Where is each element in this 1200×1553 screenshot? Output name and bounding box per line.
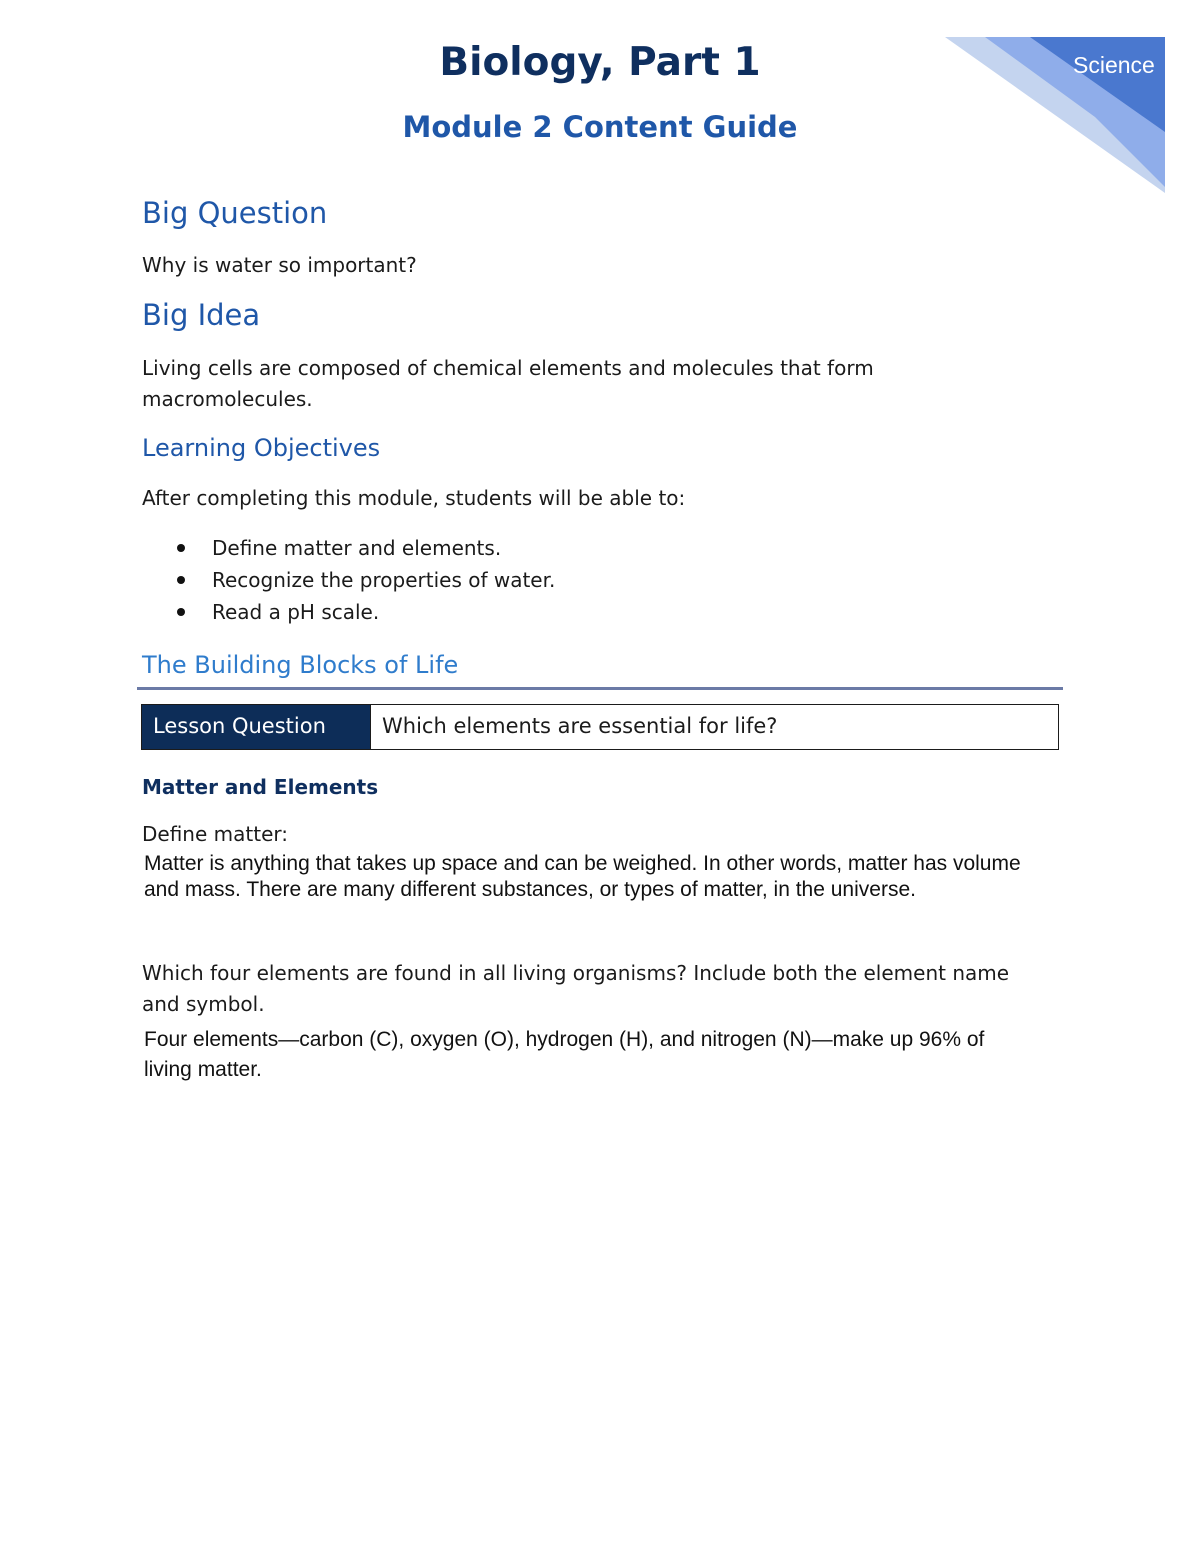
four-elements-prompt: Which four elements are found in all living organisms? Include both the element name and symbol. (142, 961, 1010, 1016)
list-item (142, 532, 555, 564)
big-question-text: Why is water so important? (142, 253, 417, 277)
objective-text: Define matter and elements. (212, 536, 502, 560)
learning-objectives-intro: After completing this module, students will be able to: (142, 486, 686, 510)
lesson-question-value: Which elements are essential for life? (382, 714, 778, 738)
big-question-heading: Big Question (142, 196, 328, 230)
four-elements-answer[interactable]: Four elements—carbon (C), oxygen (O), hydrogen (H), and nitrogen (N)—make up 96% of living matter. (144, 1028, 985, 1081)
learning-objectives-list (142, 532, 555, 628)
learning-objectives-heading: Learning Objectives (142, 434, 381, 462)
subject-label: Science (1073, 52, 1155, 78)
objective-text: Read a pH scale. (212, 600, 380, 624)
matter-elements-heading: Matter and Elements (142, 775, 379, 799)
lesson-question-table (141, 704, 1059, 750)
bullet-icon (177, 576, 185, 584)
big-idea-heading: Big Idea (142, 298, 261, 332)
document-subtitle: Module 2 Content Guide (402, 110, 798, 144)
document-title: Biology, Part 1 (439, 40, 761, 85)
lesson-question-label: Lesson Question (142, 705, 371, 749)
define-matter-answer[interactable]: Matter is anything that takes up space and can be weighed. In other words, matter has volume and mass. There are many different substances, or types of matter, in the universe. (144, 852, 1021, 901)
section-divider (137, 687, 1063, 690)
bullet-icon (177, 544, 185, 552)
list-item (142, 564, 555, 596)
section-heading: The Building Blocks of Life (142, 651, 459, 679)
bullet-icon (177, 608, 185, 616)
big-idea-text: Living cells are composed of chemical elements and molecules that form macromolecules. (142, 356, 874, 411)
list-item (142, 596, 555, 628)
define-matter-prompt: Define matter: (142, 822, 288, 846)
objective-text: Recognize the properties of water. (212, 568, 556, 592)
